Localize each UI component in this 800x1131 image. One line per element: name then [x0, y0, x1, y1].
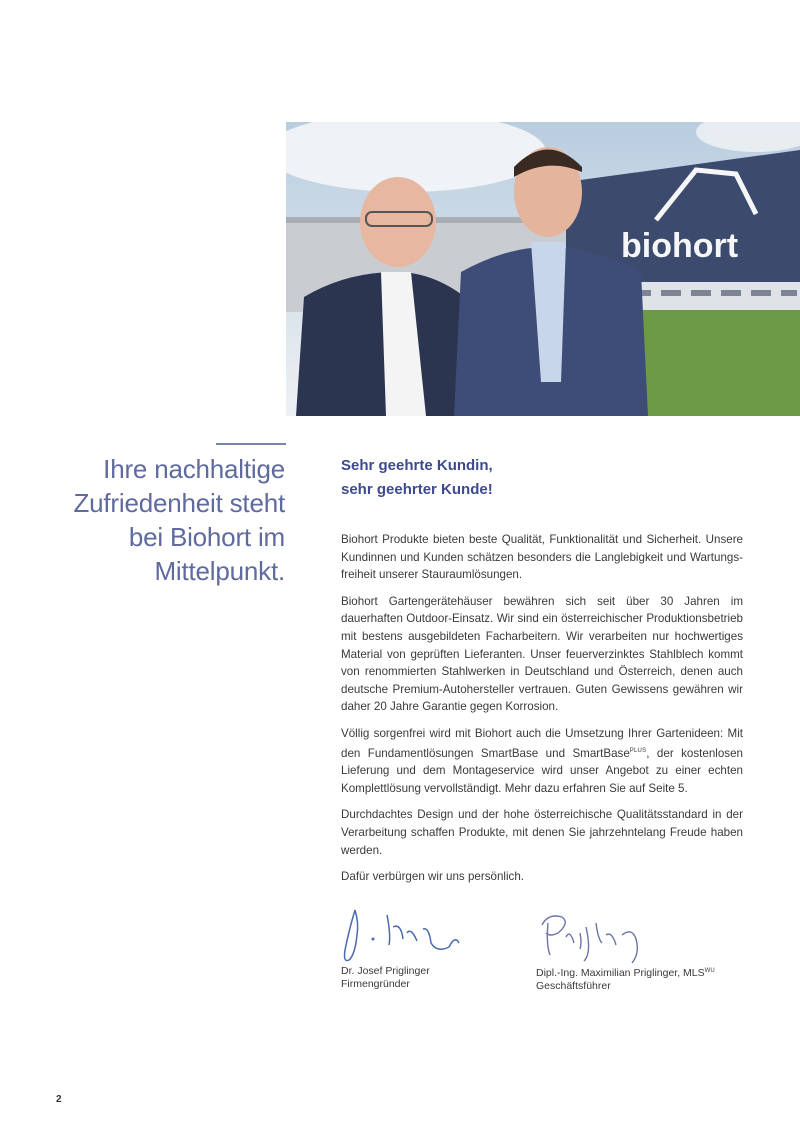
founders-photo-illustration [286, 122, 800, 416]
title-superscript: WU [704, 968, 715, 974]
letter-paragraph: Biohort Produkte bieten beste Qualität, Funktionalität und Sicherheit. Unsere Kundinnen und Kunden schätzen besonders die Langlebigkeit und Wartungs-freiheit unserer Stauraumlösungen. [341, 533, 743, 582]
hero-photo [286, 122, 800, 416]
pull-quote [25, 452, 285, 588]
signatory-role: Geschäftsführer [536, 980, 611, 992]
plus-superscript: PLUS [629, 747, 647, 754]
signatory-name [536, 965, 766, 980]
letter-paragraph: Durchdachtes Design und der hohe österreichische Qualitätsstandard in der Verarbeitung schaffen Produkte, mit denen Sie jahrzehntelang Freude haben werden. [341, 808, 743, 857]
signatory-role: Firmengründer [341, 978, 410, 990]
quote-accent-rule [216, 443, 286, 445]
signature-block-ceo [536, 905, 766, 993]
pull-quote-line: Zufriedenheit steht [73, 488, 285, 518]
handwritten-signature-icon [341, 905, 491, 965]
letter-paragraph: Biohort Gartengerätehäuser bewähren sich seit über 30 Jahren im dauerhaften Outdoor-Einsatz. Wir sind ein österreichischer Produktionsbetrieb mit bestens ausgebildeten Facharbeitern. Wir verarbeiten nur hochwertiges Material von geprüften Lieferanten. Unser feuerverzinktes Stahlblech kommt von renommierten Stahlwerken in Deutschland und Österreich, denen auch deutsche Premium-Autohersteller vertrauen. Guten Gewissens gewähren wir daher 20 Jahre Garantie gegen Korrosion. [341, 594, 743, 714]
handwritten-signature-icon [536, 905, 686, 965]
pull-quote-line: Mittelpunkt. [154, 556, 285, 586]
paragraph-text: , der kostenlosen Lieferung und dem Montageservice wird unser Angebot zu einer echten Komplettlösung vervollständigt. Mehr dazu erfahren Sie auf Seite 5. [341, 746, 743, 795]
signatory-name-text: Dipl.-Ing. Maximilian Priglinger, MLS [536, 967, 705, 979]
salutation-line: sehr geehrter Kunde! [341, 481, 493, 498]
salutation-line: Sehr geehrte Kundin, [341, 457, 493, 474]
letter-body [341, 454, 743, 895]
pull-quote-line: Ihre nachhaltige [103, 454, 285, 484]
salutation-heading [341, 454, 743, 502]
signatory-name: Dr. Josef Priglinger [341, 965, 430, 977]
letter-paragraph [341, 725, 743, 797]
letter-paragraph: Dafür verbürgen wir uns persönlich. [341, 870, 525, 884]
page-number: 2 [56, 1094, 62, 1105]
signature-block-founder [341, 905, 521, 991]
paragraph-text: Völlig sorgenfrei wird mit Biohort auch die Umsetzung Ihrer Gartenideen: Mit den Fundamentlösungen SmartBase und SmartBase [341, 726, 743, 760]
pull-quote-line: bei Biohort im [128, 522, 285, 552]
biohort-sign-text: biohort [621, 227, 739, 265]
